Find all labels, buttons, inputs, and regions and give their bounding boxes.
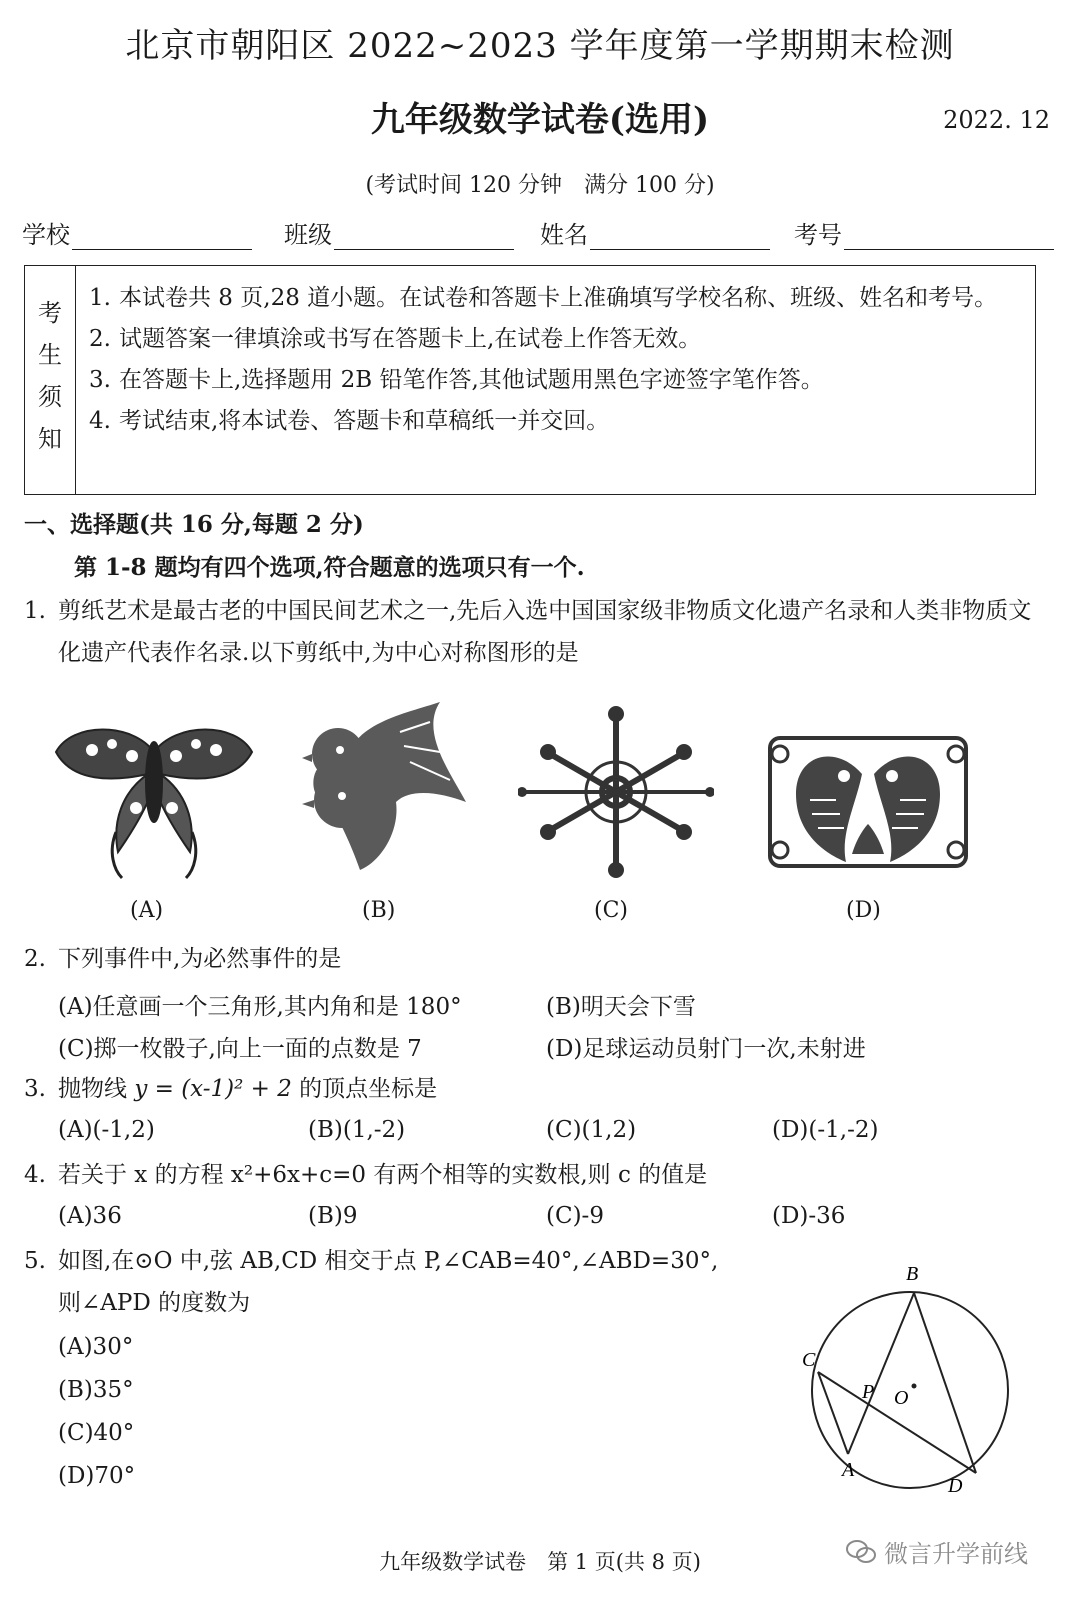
label-c: C xyxy=(802,1349,816,1371)
question-text: 若关于 x 的方程 x²+6x+c=0 有两个相等的实数根,则 c 的值是 xyxy=(58,1162,708,1188)
notice-item xyxy=(89,360,1029,401)
student-info-fields xyxy=(22,215,1062,255)
blank-line[interactable] xyxy=(334,223,514,250)
q1-option-label: (C) xyxy=(594,898,628,923)
item-number: 3. xyxy=(89,367,111,393)
q1-option-label: (A) xyxy=(130,898,164,923)
chord-ca xyxy=(818,1372,848,1454)
question-5 xyxy=(24,1240,804,1324)
q2-option-d: (D)足球运动员射门一次,未射进 xyxy=(546,1036,866,1062)
label-b: B xyxy=(906,1263,919,1285)
question-number: 4. xyxy=(24,1162,46,1188)
field-label: 姓名 xyxy=(540,221,588,249)
item-text: 在答题卡上,选择题用 2B 铅笔作答,其他试题用黑色字迹签字笔作答。 xyxy=(119,367,824,393)
notice-item xyxy=(89,319,1029,360)
item-text: 本试卷共 8 页,28 道小题。在试卷和答题卡上准确填写学校名称、班级、姓名和考号。 xyxy=(119,285,998,311)
question-4 xyxy=(24,1154,1044,1196)
fish-papercut-image xyxy=(766,734,970,874)
question-text: 下列事件中,为必然事件的是 xyxy=(58,946,342,972)
field-label: 班级 xyxy=(284,221,332,249)
name-field[interactable] xyxy=(540,215,770,250)
question-1 xyxy=(24,590,1044,674)
question-text-line1: 如图,在⊙O 中,弦 AB,CD 相交于点 P,∠CAB=40°,∠ABD=30°, xyxy=(58,1248,719,1274)
text-segment: 的顶点坐标是 xyxy=(291,1076,438,1102)
snowflake-papercut-image xyxy=(518,704,714,884)
question-text: 剪纸艺术是最古老的中国民间艺术之一,先后入选中国国家级非物质文化遗产名录和人类非物质文化遗产代表作名录.以下剪纸中,为中心对称图形的是 xyxy=(58,598,1032,666)
q2-option-b: (B)明天会下雪 xyxy=(546,994,696,1020)
q3-option-a: (A)(-1,2) xyxy=(58,1117,155,1143)
school-field[interactable] xyxy=(22,215,252,250)
q5-option-d: (D)70° xyxy=(58,1463,136,1489)
blank-line[interactable] xyxy=(72,223,252,250)
section-heading: 一、选择题(共 16 分,每题 2 分) xyxy=(24,511,364,538)
exam-date: 2022. 12 xyxy=(943,106,1050,134)
notice-label-char: 考 xyxy=(38,299,62,327)
question-3 xyxy=(24,1068,1044,1110)
q4-option-b: (B)9 xyxy=(308,1203,358,1229)
q1-option-label: (B) xyxy=(362,898,396,923)
question-number: 2. xyxy=(24,946,46,972)
chord-bd xyxy=(914,1293,976,1473)
field-label: 考号 xyxy=(794,221,842,249)
q4-option-d: (D)-36 xyxy=(772,1203,846,1229)
wechat-icon xyxy=(846,1539,876,1565)
blank-line[interactable] xyxy=(590,223,770,250)
label-p: P xyxy=(862,1381,875,1403)
label-d: D xyxy=(948,1475,963,1497)
page-footer: 九年级数学试卷 第 1 页(共 8 页) xyxy=(379,1550,701,1574)
text-segment: 抛物线 xyxy=(58,1076,135,1102)
exam-title: 北京市朝阳区 2022~2023 学年度第一学期期末检测 xyxy=(125,26,955,66)
watermark-text: 微言升学前线 xyxy=(884,1540,1028,1568)
item-number: 4. xyxy=(89,408,111,434)
paper-title: 九年级数学试卷(选用) xyxy=(370,100,710,140)
q5-option-c: (C)40° xyxy=(58,1420,135,1446)
notice-label-char: 知 xyxy=(38,425,62,453)
notice-label xyxy=(25,266,76,494)
question-2 xyxy=(24,938,1044,980)
q4-option-a: (A)36 xyxy=(58,1203,122,1229)
q3-option-b: (B)(1,-2) xyxy=(308,1117,406,1143)
item-text: 试题答案一律填涂或书写在答题卡上,在试卷上作答无效。 xyxy=(119,326,702,352)
question-number: 1. xyxy=(24,598,46,624)
exam-duration: (考试时间 120 分钟 满分 100 分) xyxy=(365,173,715,198)
q3-option-c: (C)(1,2) xyxy=(546,1117,637,1143)
q5-option-b: (B)35° xyxy=(58,1377,134,1403)
label-o: O xyxy=(894,1387,909,1409)
question-number: 3. xyxy=(24,1076,46,1102)
item-number: 2. xyxy=(89,326,111,352)
q1-option-label: (D) xyxy=(846,898,881,923)
notice-item xyxy=(89,278,1029,319)
q5-option-a: (A)30° xyxy=(58,1334,134,1360)
q3-option-d: (D)(-1,-2) xyxy=(772,1117,879,1143)
math-expression: y = (x-1)² + 2 xyxy=(134,1076,292,1102)
notice-label-char: 生 xyxy=(38,341,62,369)
field-label: 学校 xyxy=(22,221,70,249)
exam-number-field[interactable] xyxy=(794,215,1054,250)
question-number: 5. xyxy=(24,1248,46,1274)
item-text: 考试结束,将本试卷、答题卡和草稿纸一并交回。 xyxy=(119,408,610,434)
notice-item xyxy=(89,401,1029,442)
watermark xyxy=(846,1534,1028,1569)
question-text xyxy=(24,1068,1044,1110)
exam-notice-box xyxy=(24,265,1036,495)
section-instruction: 第 1-8 题均有四个选项,符合题意的选项只有一个. xyxy=(74,554,585,581)
q2-option-a: (A)任意画一个三角形,其内角和是 180° xyxy=(58,994,462,1020)
question-text-line2: 则∠APD 的度数为 xyxy=(58,1290,251,1316)
notice-list xyxy=(89,278,1029,442)
item-number: 1. xyxy=(89,285,111,311)
label-a: A xyxy=(842,1459,855,1481)
blank-line[interactable] xyxy=(844,223,1054,250)
chord-ab xyxy=(848,1293,914,1454)
notice-label-char: 须 xyxy=(38,383,62,411)
class-field[interactable] xyxy=(284,215,514,250)
butterfly-papercut-image xyxy=(52,712,256,884)
swallow-papercut-image xyxy=(300,692,470,876)
circle-geometry-figure xyxy=(790,1258,1030,1502)
q2-option-c: (C)掷一枚骰子,向上一面的点数是 7 xyxy=(58,1036,422,1062)
q4-option-c: (C)-9 xyxy=(546,1203,604,1229)
